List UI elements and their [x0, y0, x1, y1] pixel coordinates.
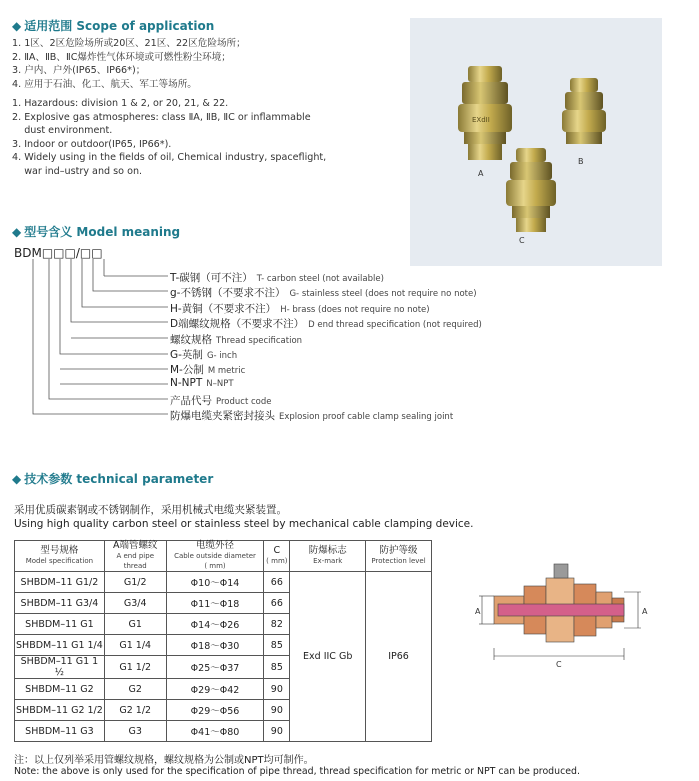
- list-item: 4. 应用于石油、化工、航天、军工等场所。: [12, 78, 197, 90]
- cell-model: SHBDM–11 G2 1/2: [15, 700, 105, 721]
- list-item: 2. ⅡA、ⅡB、ⅡC爆炸性气体环境或可燃性粉尘环境；: [12, 51, 231, 63]
- cell-diameter: Φ14～Φ26: [166, 614, 264, 635]
- model-item-thread: 螺纹规格 Thread specification: [170, 334, 303, 346]
- table-header-row: [15, 541, 432, 572]
- cell-thread: G3/4: [104, 593, 166, 614]
- col-header-protection: 防护等级 Protection level: [366, 541, 432, 572]
- cell-c: 90: [264, 721, 290, 742]
- cell-thread: G1 1/2: [104, 656, 166, 679]
- cell-exmark: Exd IIC Gb: [290, 572, 366, 742]
- gland-section-diagram: [474, 560, 654, 670]
- model-item-stainless: g-不锈钢（不要求不注） G- stainless steel (does not require no note): [170, 287, 477, 299]
- diamond-icon: ◆: [12, 225, 22, 239]
- list-item: dust environment.: [12, 125, 113, 136]
- cell-c: 66: [264, 593, 290, 614]
- cell-diameter: Φ10～Φ14: [166, 572, 264, 593]
- cell-model: SHBDM–11 G3/4: [15, 593, 105, 614]
- model-item-brass: H-黄铜（不要求不注） H- brass (does not require no note): [170, 303, 430, 315]
- col-header-c: C ( mm): [264, 541, 290, 572]
- cell-thread: G1 1/4: [104, 635, 166, 656]
- col-header-model: 型号规格 Model specification: [15, 541, 105, 572]
- photo-label-c: C: [519, 236, 525, 245]
- model-code: BDM□□□/□□: [14, 246, 103, 260]
- list-item: 3. Indoor or outdoor(IP65, IP66*).: [12, 138, 172, 150]
- diagram-label-a-right: A: [642, 607, 648, 616]
- photo-label-a: A: [478, 169, 484, 178]
- cell-diameter: Φ11～Φ18: [166, 593, 264, 614]
- cell-diameter: Φ41～Φ80: [166, 721, 264, 742]
- cell-c: 66: [264, 572, 290, 593]
- diamond-icon: ◆: [12, 472, 22, 486]
- list-item: 1. Hazardous: division 1 & 2, or 20, 21, & 22.: [12, 98, 229, 109]
- tech-intro-cn: 采用优质碳素钢或不锈钢制作，采用机械式电缆夹紧装置。: [14, 504, 287, 516]
- svg-text:EXdII: EXdII: [472, 116, 490, 124]
- cell-model: SHBDM–11 G3: [15, 721, 105, 742]
- cell-thread: G1/2: [104, 572, 166, 593]
- model-item-metric: M-公制 M metric: [170, 364, 246, 376]
- tech-title: ◆ 技术参数 technical parameter: [12, 472, 214, 486]
- diagram-label-c: C: [556, 660, 562, 669]
- cell-c: 82: [264, 614, 290, 635]
- cell-diameter: Φ29～Φ42: [166, 679, 264, 700]
- cell-diameter: Φ25～Φ37: [166, 656, 264, 679]
- model-item-npt: N-NPT N–NPT: [170, 377, 234, 389]
- model-item-d-end: D端螺纹规格（不要求不注） D end thread specification (not required): [170, 318, 482, 330]
- list-item: 3. 户内、户外(IP65、IP66*)；: [12, 65, 146, 76]
- model-title: ◆ 型号含义 Model meaning: [12, 225, 181, 239]
- col-header-thread: A端管螺纹 A end pipe thread: [104, 541, 166, 572]
- cell-model: SHBDM–11 G1 1 ½: [15, 656, 105, 679]
- table-row: [15, 572, 432, 593]
- model-item-name: 防爆电缆夹紧密封接头 Explosion proof cable clamp sealing joint: [170, 410, 454, 422]
- col-header-diameter: 电缆外径 Cable outside diameter ( mm): [166, 541, 264, 572]
- col-header-exmark: 防爆标志 Ex-mark: [290, 541, 366, 572]
- cell-thread: G3: [104, 721, 166, 742]
- cell-c: 90: [264, 679, 290, 700]
- list-item: war ind–ustry and so on.: [12, 165, 143, 177]
- cell-thread: G1: [104, 614, 166, 635]
- note-cn: 注：以上仅列举采用管螺纹规格，螺纹规格为公制或NPT均可制作。: [14, 755, 314, 766]
- photo-label-b: B: [578, 157, 584, 166]
- scope-title: ◆ 适用范围 Scope of application: [12, 19, 215, 33]
- list-item: 4. Widely using in the fields of oil, Chemical industry, spaceflight,: [12, 152, 327, 163]
- cell-thread: G2 1/2: [104, 700, 166, 721]
- diagram-label-a-left: A: [475, 607, 481, 616]
- cell-model: SHBDM–11 G2: [15, 679, 105, 700]
- cell-protection: IP66: [366, 572, 432, 742]
- model-item-carbon: T-碳钢（可不注） T- carbon steel (not available): [170, 272, 384, 284]
- cell-c: 85: [264, 656, 290, 679]
- model-item-inch: G-英制 G- inch: [170, 349, 238, 361]
- diamond-icon: ◆: [12, 19, 22, 33]
- cell-model: SHBDM–11 G1 1/4: [15, 635, 105, 656]
- cell-thread: G2: [104, 679, 166, 700]
- tech-intro-en: Using high quality carbon steel or stainless steel by mechanical cable clamping device.: [14, 518, 474, 530]
- cell-model: SHBDM–11 G1/2: [15, 572, 105, 593]
- model-item-product-code: 产品代号 Product code: [170, 395, 272, 407]
- note-en: Note: the above is only used for the specification of pipe thread, thread specification for metric or NPT can be produced.: [14, 766, 580, 777]
- list-item: 1. 1区、2区危险场所或20区、21区、22区危险场所；: [12, 38, 246, 49]
- cell-c: 85: [264, 635, 290, 656]
- tech-table: [14, 540, 432, 742]
- cell-model: SHBDM–11 G1: [15, 614, 105, 635]
- cell-diameter: Φ29～Φ56: [166, 700, 264, 721]
- cell-c: 90: [264, 700, 290, 721]
- list-item: 2. Explosive gas atmospheres: class ⅡA, ⅡB, ⅡC or inflammable: [12, 111, 311, 123]
- cell-diameter: Φ18～Φ30: [166, 635, 264, 656]
